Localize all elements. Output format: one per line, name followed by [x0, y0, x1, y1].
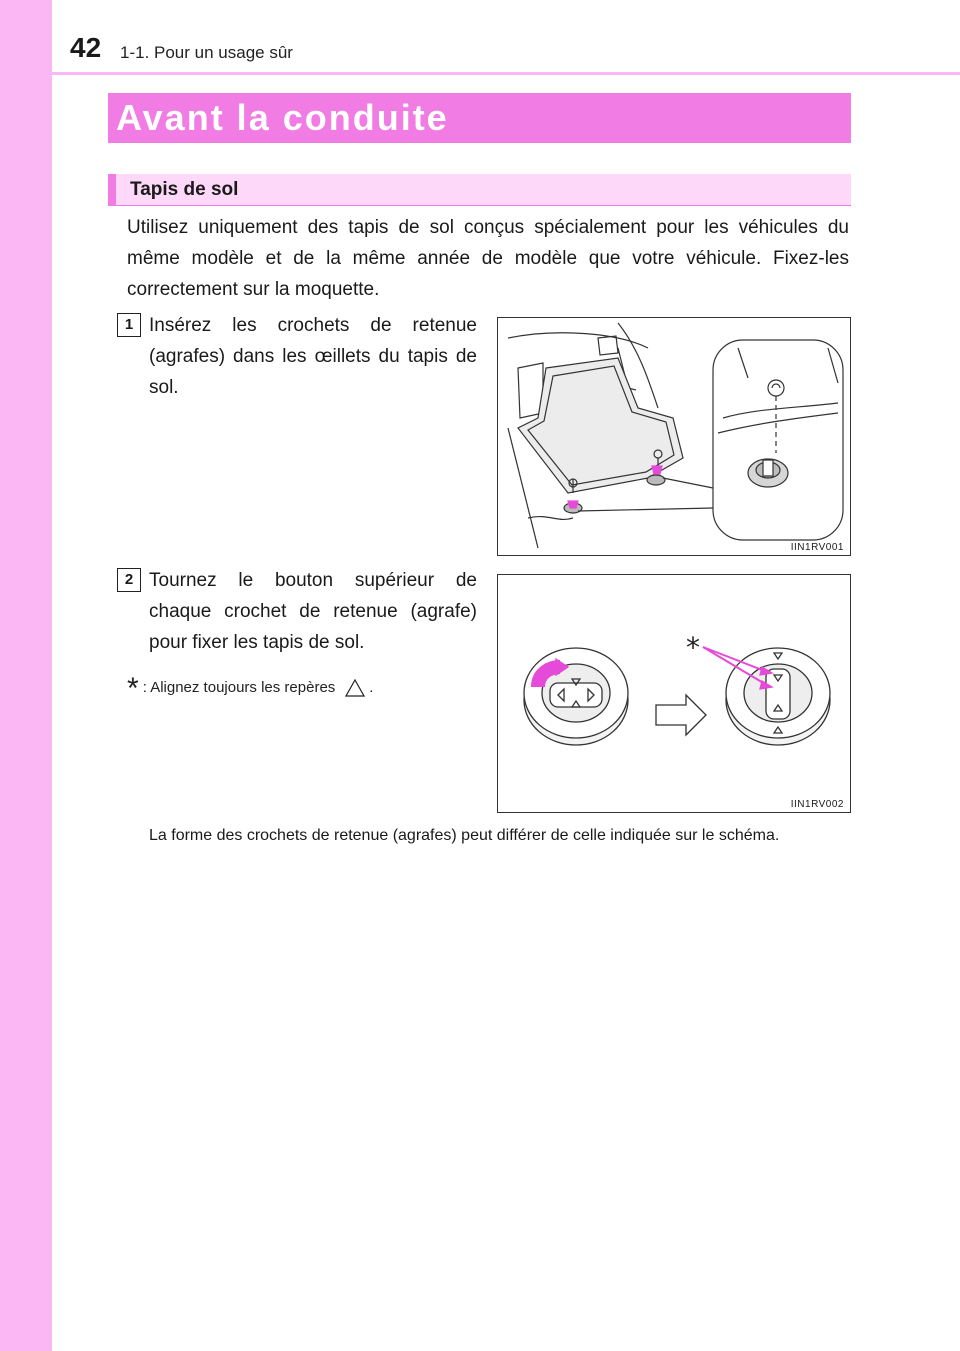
- figure-floor-mat-hooks: [497, 317, 851, 556]
- step-1-badge: 1: [117, 313, 141, 337]
- breadcrumb: 1-1. Pour un usage sûr: [120, 43, 293, 62]
- subheading: Tapis de sol: [108, 174, 851, 206]
- step-2-badge: 2: [117, 568, 141, 592]
- hook-rotation-illustration: [498, 575, 849, 811]
- triangle-mark-icon: [345, 679, 365, 697]
- page-number: 42: [70, 32, 102, 63]
- intro-paragraph: Utilisez uniquement des tapis de sol conçus spécialement pour les véhicules du même modèle et de la même année de modèle que votre véhicule. Fixez-les correctement sur la moquette.: [127, 217, 849, 300]
- left-color-band: [0, 0, 52, 1351]
- alignment-note: [127, 666, 374, 705]
- step-2-text: Tournez le bouton supérieur de chaque crochet de retenue (agrafe) pour fixer les tapis de sol.: [149, 570, 477, 653]
- section-title: Avant la conduite: [108, 93, 851, 143]
- asterisk-symbol: *: [127, 672, 139, 705]
- floor-mat-illustration: [498, 318, 849, 554]
- alignment-note-text: : Alignez toujours les repères: [142, 679, 336, 696]
- figure-code: IIN1RV001: [790, 542, 844, 553]
- alignment-note-suffix: .: [369, 679, 374, 696]
- subheading-divider: [108, 205, 851, 206]
- svg-text:*: *: [686, 631, 700, 664]
- step-1-text: Insérez les crochets de retenue (agrafes) dans les œillets du tapis de sol.: [149, 315, 477, 398]
- header-divider: [52, 72, 960, 75]
- figure-code: IIN1RV002: [790, 799, 844, 810]
- footnote: La forme des crochets de retenue (agrafes) peut différer de celle indiquée sur le schéma.: [149, 827, 780, 844]
- figure-hook-rotation: [497, 574, 851, 813]
